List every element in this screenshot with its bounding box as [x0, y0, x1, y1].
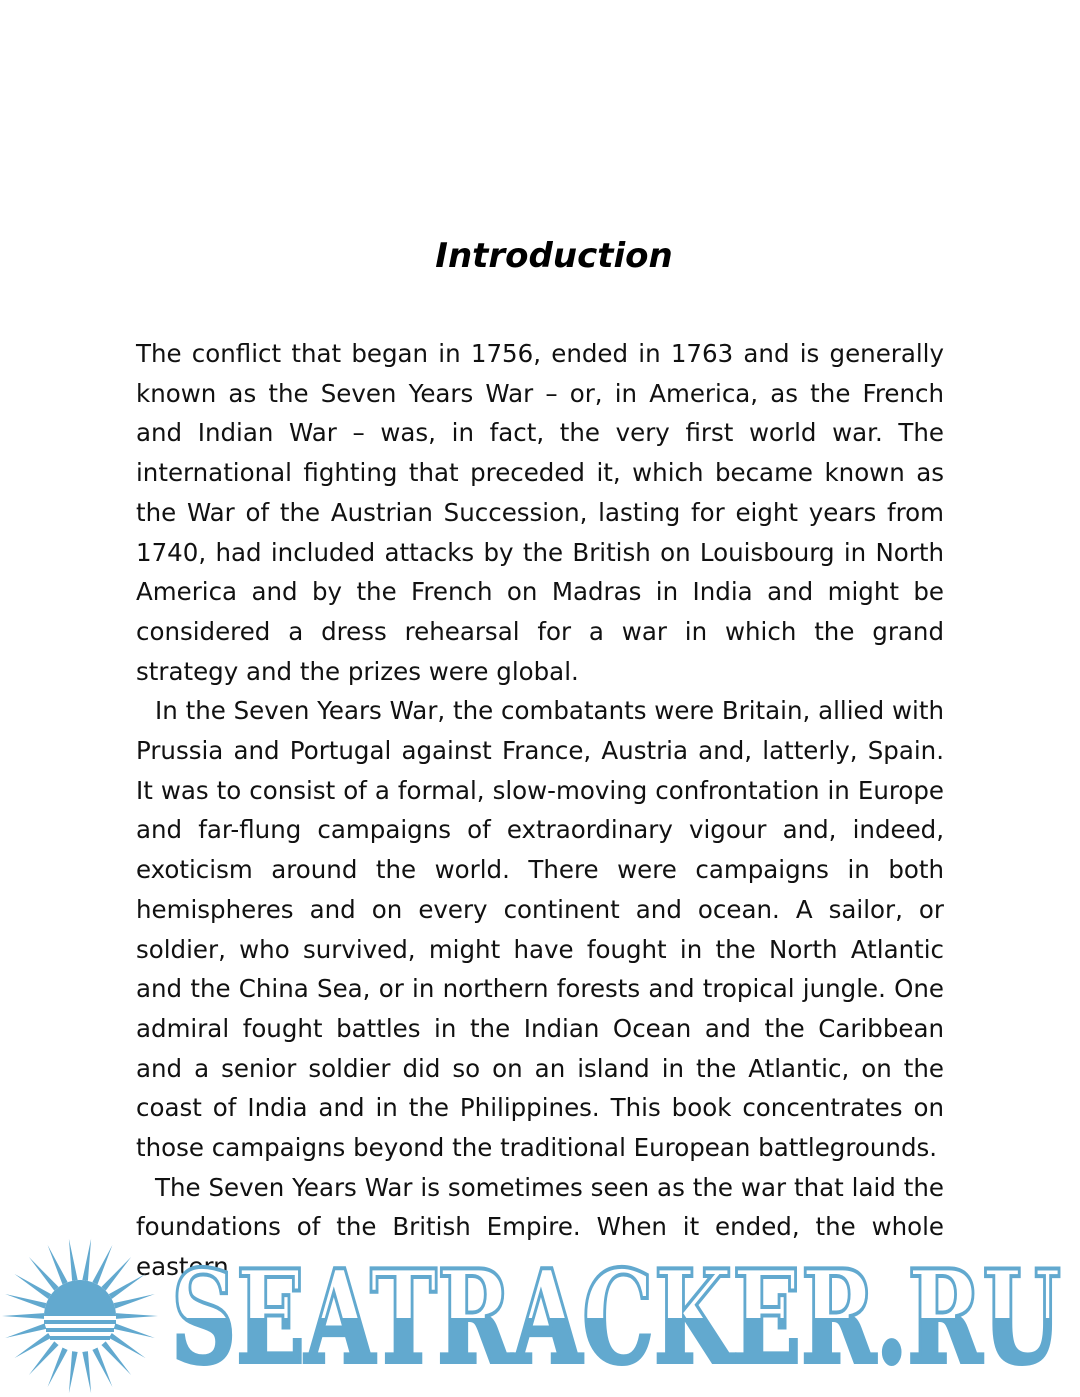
sun-ray [82, 1239, 91, 1281]
sun-ray [92, 1347, 112, 1386]
sun-ray [69, 1239, 78, 1281]
sun-ray [92, 1245, 112, 1284]
paragraph-1: The conflict that began in 1756, ended in 1763 and is generally known as the Seven Years War – or, in America, as the French and Indian War – was, in fact, the very first world war. The international fighting that preceded it, which became known as the War of the Austrian Succession, lasting for eight years from 1740, had included attacks by the British on Louisbourg in North America and by the French on Madras in India and might be considered a dress rehearsal for a war in which the grand strategy and the prizes were global. [136, 339, 944, 686]
sun-ray [48, 1347, 68, 1386]
sun-ray [114, 1323, 155, 1338]
sun-ray [82, 1351, 91, 1393]
watermark-text [166, 1256, 1066, 1376]
sun-icon [0, 1236, 160, 1396]
watermark [0, 1236, 1080, 1397]
paragraph-3: The Seven Years War is sometimes seen as the war that laid the foundations of the British Empire. When it ended, the whole eastern [136, 1172, 944, 1282]
sun-ray [48, 1245, 68, 1284]
sun-ray [5, 1294, 46, 1309]
body-text [136, 334, 944, 1287]
paragraph-2: In the Seven Years War, the combatants were Britain, allied with Prussia and Portugal against France, Austria and, latterly, Spain. It was to consist of a formal, slow-moving confrontation in Europe and far-flung campaigns of extraordinary vigour and, indeed, exoticism around the world. There were campaigns in both hemispheres and on every continent and ocean. A sailor, or soldier, who survived, might have fought in the North Atlantic and the China Sea, or in northern forests and tropical jungle. One admiral fought battles in the Indian Ocean and the Caribbean and a senior soldier did so on an island in the Atlantic, on the coast of India and in the Philippines. This book concentrates on those campaigns beyond the traditional European battlegrounds. [136, 696, 944, 1163]
watermark-label: SEATRACKER.RU [171, 1256, 1061, 1376]
sun-ray [116, 1313, 158, 1319]
sun-ray [5, 1323, 46, 1338]
sun-ray [114, 1294, 155, 1309]
page-title: Introduction [435, 236, 673, 276]
sun-ray [2, 1313, 44, 1319]
sun-ray [69, 1351, 78, 1393]
